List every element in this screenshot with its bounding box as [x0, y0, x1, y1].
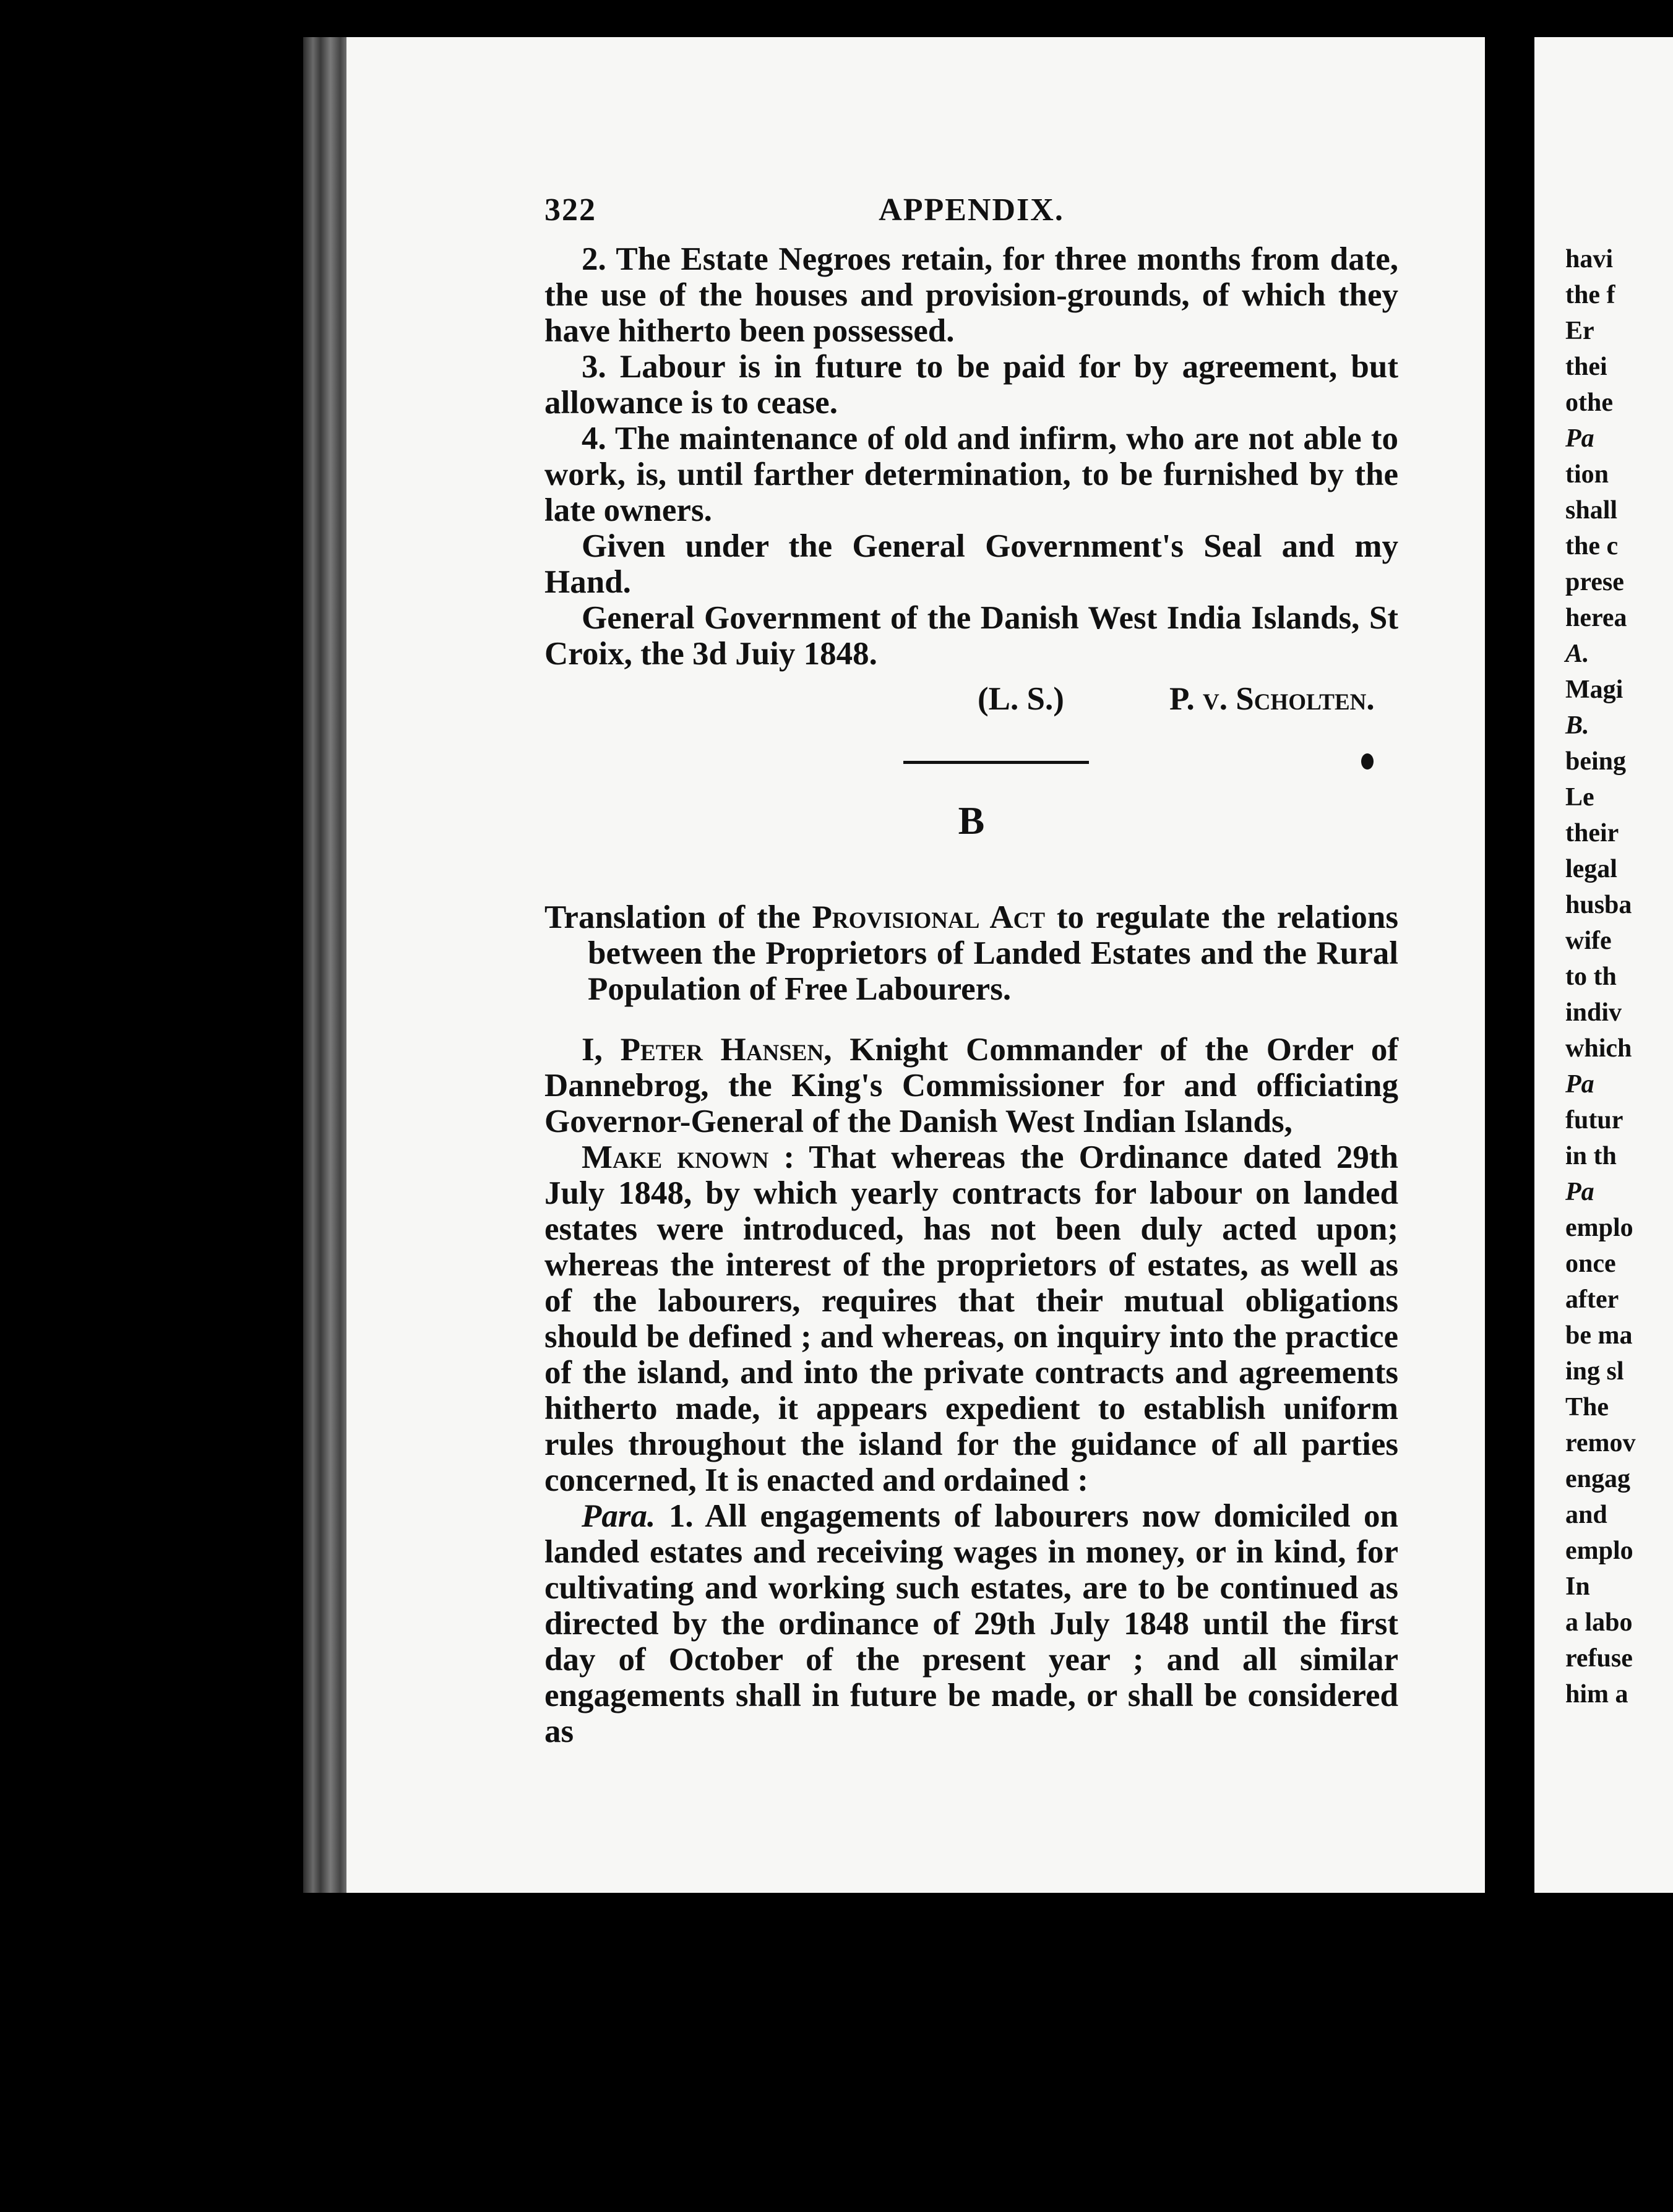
para-1 [544, 1498, 1398, 1749]
paragraph-2: 2. The Estate Negroes retain, for three months from date, the use of the houses and provision-grounds, of which they have hitherto been possessed. [544, 241, 1398, 349]
facing-page-line: to th [1565, 962, 1617, 991]
act-title-prefix: Translation of the [544, 899, 812, 935]
page-content [544, 192, 1398, 1749]
facing-page-line: Pa [1565, 424, 1594, 453]
facing-page-line: prese [1565, 568, 1624, 596]
act-title [544, 899, 1398, 1007]
make-known-paragraph [544, 1139, 1398, 1498]
facing-page-line: him a [1565, 1680, 1628, 1708]
facing-page-line: A. [1565, 640, 1589, 668]
facing-page-line: their [1565, 819, 1619, 847]
para-1-label: Para. [582, 1498, 656, 1534]
facing-page-line: husba [1565, 891, 1632, 919]
running-title: APPENDIX. [879, 192, 1064, 228]
facing-page-line: Magi [1565, 675, 1624, 704]
facing-page-line: shall [1565, 496, 1618, 525]
facing-page-line: the f [1565, 281, 1615, 309]
facing-page-line: a labo [1565, 1608, 1633, 1637]
book-spine-edge [303, 37, 353, 1893]
running-head [544, 192, 1398, 241]
facing-page-line: in th [1565, 1142, 1617, 1170]
facing-page-line: emplo [1565, 1537, 1633, 1565]
facing-page-line: after [1565, 1285, 1619, 1314]
facing-page-line: being [1565, 747, 1627, 776]
section-letter: B [958, 799, 985, 842]
facing-page-line: othe [1565, 388, 1613, 417]
facing-page-line: and [1565, 1501, 1607, 1529]
left-page [346, 37, 1485, 1893]
facing-page-line: legal [1565, 855, 1617, 883]
section-divider [544, 736, 1398, 792]
para-1-text: 1. All engagements of labourers now domiciled on landed estates and receiving wages in money, or in kind, for cultivating and working such estates, are to be continued as directed by the ordinance of 29th July 1848 until the first day of October of the present year ; and all similar engagements shall in future be made, or shall be considered as [544, 1498, 1398, 1749]
signatory-name: P. v. Scholten. [1169, 681, 1375, 717]
facing-page-line: thei [1565, 353, 1607, 381]
facing-page-fragment [1534, 37, 1673, 1893]
facing-page-line: once [1565, 1250, 1616, 1278]
paragraph-3: 3. Labour is in future to be paid for by agreement, but allowance is to cease. [544, 349, 1398, 421]
page-number: 322 [544, 192, 596, 228]
signature-line [544, 680, 1398, 724]
proclamation [544, 1032, 1398, 1139]
facing-page-line: the c [1565, 532, 1619, 560]
make-known-lead: Make known [582, 1139, 769, 1175]
place-and-date: General Government of the Danish West India Islands, St Croix, the 3d Juiy 1848. [544, 600, 1398, 672]
facing-page-line: Pa [1565, 1070, 1594, 1099]
facing-page-line: Pa [1565, 1178, 1594, 1206]
facing-page-line: indiv [1565, 998, 1622, 1027]
facing-page-line: wife [1565, 927, 1612, 955]
divider-rule [903, 761, 1089, 764]
facing-page-line: B. [1565, 711, 1589, 740]
facing-page-line: emplo [1565, 1214, 1633, 1242]
facing-page-line: futur [1565, 1106, 1624, 1134]
proclamation-prefix: I, [582, 1032, 621, 1068]
facing-page-line: ing sl [1565, 1357, 1624, 1386]
facing-page-line: refuse [1565, 1644, 1633, 1673]
facing-page-line: tion [1565, 460, 1609, 489]
seal-mark: (L. S.) [978, 681, 1064, 717]
paragraph-4: 4. The maintenance of old and infirm, who are not able to work, is, until farther determination, to be furnished by the late owners. [544, 421, 1398, 528]
facing-page-line: Le [1565, 783, 1594, 812]
act-title-suffix: to regulate the relations between the Proprietors of Landed Estates and the Rural Population of Free Labourers. [588, 899, 1399, 1007]
ink-blot [1361, 753, 1374, 769]
facing-page-line: Er [1565, 317, 1594, 345]
facing-page-line: The [1565, 1393, 1609, 1421]
facing-page-line: which [1565, 1034, 1632, 1063]
facing-page-line: remov [1565, 1429, 1636, 1457]
facing-page-line: herea [1565, 604, 1627, 632]
facing-page-line: engag [1565, 1465, 1630, 1493]
facing-page-line: In [1565, 1572, 1590, 1601]
proclaimer-name: Peter Hansen [620, 1032, 824, 1068]
facing-page-line: be ma [1565, 1321, 1633, 1350]
given-under-seal: Given under the General Government's Seal and my Hand. [544, 528, 1398, 600]
act-name: Provisional Act [812, 899, 1045, 935]
proclamation-suffix: , Knight Commander of the Order of Dannebrog, the King's Commissioner for and officiating Governor-General of the Danish West Indian Islands, [544, 1032, 1398, 1139]
facing-page-line: havi [1565, 245, 1614, 273]
make-known-text: : That whereas the Ordinance dated 29th July 1848, by which yearly contracts for labour on landed estates were introduced, has not been duly acted upon; whereas the interest of the proprietors of estates, as well as of the labourers, requires that their mutual obligations should be defined ; and whereas, on inquiry into the practice of the island, and into the private contracts and agreements hitherto made, it appears expedient to establish uniform rules throughout the island for the guidance of all parties concerned, It is enacted and ordained : [544, 1139, 1399, 1498]
